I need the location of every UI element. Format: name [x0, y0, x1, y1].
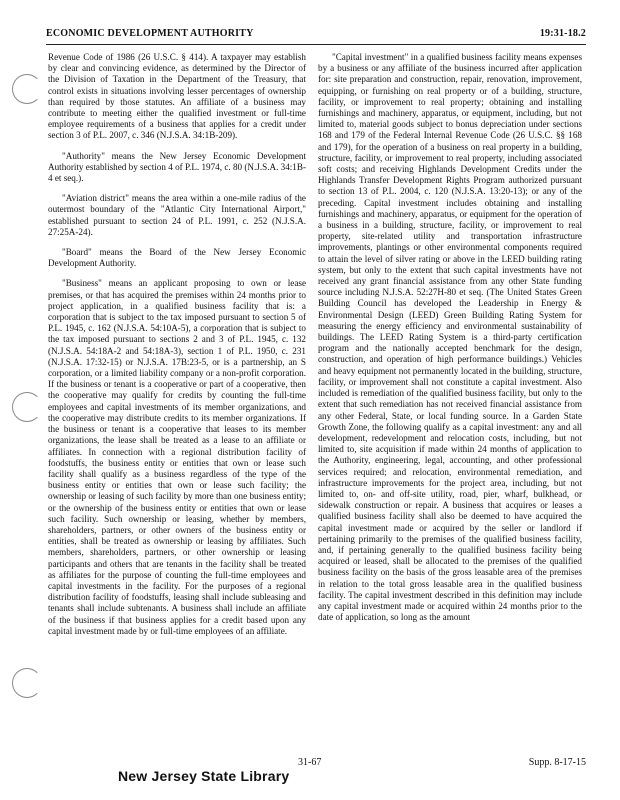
punch-hole-icon	[12, 392, 42, 422]
supplement-date: Supp. 8-17-15	[528, 757, 586, 768]
header-section-number: 19:31-18.2	[539, 28, 586, 39]
paragraph-capital-investment-definition: "Capital investment" in a qualified business facility means expenses by a business or any affiliate of the business incurred after application for: site preparation and construction, repair, renovation, improvement, equipping, or furnishing on real property or of a building, structure, facility, or improvement to real property; obtaining and installing furnishings and machinery, apparatus, or equipment, including, but not limited to, material goods subject to bonus depreciation under sections 168 and 179 of the Federal Internal Revenue Code (26 U.S.C. §§ 168 and 179), for the operation of a business on real property in a building, structure, facility, or improvement to real property, including associated soft costs; and receiving Highlands Development Credits under the Highlands Transfer Development Rights Program authorized pursuant to section 13 of P.L. 2004, c. 120 (N.J.S.A. 13:20-13); or any of the preceding. Capital investment includes obtaining and installing furnishings and machinery, apparatus, or equipment for the operation of a business in a building, structure, facility, or improvement to real property, site-related utility and transportation infrastructure improvements, plantings or other environmental components required to attain the level of silver rating or above in the LEED building rating system, but only to the extent that such capital investments have not received any grant financial assistance from any other State funding source including N.J.S.A. 52:27H-80 et seq. (The United States Green Building Council has developed the Leadership in Energy & Environmental Design (LEED) Green Building Rating System for measuring the energy efficiency and environmental sustainability of buildings. The LEED Rating System is a third-party certification program and the nationally accepted benchmark for the design, construction, and operation of high performance buildings.) Vehicles and heavy equipment not permanently located in the building, structure, facility, or improvement shall not constitute a capital investment. Also included is remediation of the qualified business facility, but only to the extent that such remediation has not received financial assistance from any other Federal, State, or local funding source. In a Garden State Growth Zone, the following qualify as a capital investment: any and all development, redevelopment and relocation costs, including, but not limited to, site acquisition if made within 24 months of application to the Authority, engineering, legal, accounting, and other professional services required; and relocation, environmental remediation, and infrastructure improvements for the project area, including, but not limited to, on- and off-site utility, road, pier, wharf, bulkhead, or sidewalk construction or repair. A business that acquires or leases a qualified business facility shall also be deemed to have acquired the capital investment made or acquired by the seller or landlord if pertaining primarily to the premises of the qualified business facility, and, if pertaining generally to the qualified business facility being acquired or leased, shall be allocated to the premises of the qualified business facility on the basis of the gross leasable area of the premises in relation to the total gross leasable area in the qualified business facility. The capital investment described in this definition may include any capital investment made or acquired within 24 months prior to the date of application, so long as the amount	[318, 52, 582, 623]
header-title: ECONOMIC DEVELOPMENT AUTHORITY	[46, 28, 254, 39]
paragraph-business-definition: "Business" means an applicant proposing to own or lease premises, or that has acquired the premises within 24 months prior to project application, in a qualified business facility that is: a corporation that is subject to the tax imposed pursuant to section 5 of P.L. 1945, c. 162 (N.J.S.A. 54:10A-5), a corporation that is subject to the tax imposed pursuant to sections 2 and 3 of P.L. 1945, c. 132 (N.J.S.A. 54:18A-2 and 54:18A-3), section 1 of P.L. 1950, c. 231 (N.J.S.A. 17:32-15) or N.J.S.A. 17B:23-5, or is a partnership, an S corporation, or a limited liability company or a non-profit corporation. If the business or tenant is a cooperative or part of a cooperative, then the cooperative may qualify for credits by counting the full-time employees and capital investments of its member organizations, and the cooperative may distribute credits to its member organizations. If the business or tenant is a cooperative that leases to its member organizations, the lease shall be treated as a lease to an affiliate or affiliates. In connection with a regional distribution facility of foodstuffs, the business entity or entities that own or lease such facility shall qualify as a business regardless of the type of the business entity or entities that own or lease such facility; the ownership or leasing of such facility by more than one business entity; or the ownership of the business entity or entities that own or lease such facility. Such ownership or leasing, whether by members, shareholders, partners, or other owners of the business entity or entities, shall be treated as ownership or leasing by affiliates. Such members, shareholders, partners, or other ownership or leasing participants and others that are tenants in the facility shall be treated as affiliates for the purpose of counting the full-time employees and capital investments in the facility. For the purposes of a regional distribution facility of foodstuffs, leasing shall include subleasing and tenants shall include subtenants. A business shall include an affiliate of the business if that business applies for a credit based upon any capital investment made by or full-time employees of an affiliate.	[48, 278, 306, 636]
paragraph-aviation-district-definition: "Aviation district" means the area within a one-mile radius of the outermost boundary of the "Atlantic City International Airport," established pursuant to section 24 of P.L. 1991, c. 252 (N.J.S.A. 27:25A-24).	[48, 193, 306, 237]
left-column	[48, 52, 306, 646]
punch-hole-icon	[12, 74, 42, 104]
running-header	[46, 28, 586, 42]
header-rule	[46, 44, 586, 45]
paragraph-board-definition: "Board" means the Board of the New Jersey Economic Development Authority.	[48, 247, 306, 269]
paragraph-affiliate-continued: Revenue Code of 1986 (26 U.S.C. § 414). A taxpayer may establish by clear and convincing evidence, as determined by the Director of the Division of Taxation in the Department of the Treasury, that control exists in situations involving lesser percentages of ownership than required by those statutes. An affiliate of a business may contribute to meeting either the qualified investment or full-time employee requirements of a business that applies for a credit under section 3 of P.L. 2007, c. 346 (N.J.S.A. 34:1B-209).	[48, 52, 306, 141]
paragraph-authority-definition: "Authority" means the New Jersey Economic Development Authority established by section 4 of P.L. 1974, c. 80 (N.J.S.A. 34:1B-4 et seq.).	[48, 150, 306, 184]
right-column	[318, 52, 582, 632]
page-number: 31-67	[298, 757, 322, 768]
library-stamp: New Jersey State Library	[118, 768, 290, 784]
punch-hole-icon	[12, 668, 42, 698]
